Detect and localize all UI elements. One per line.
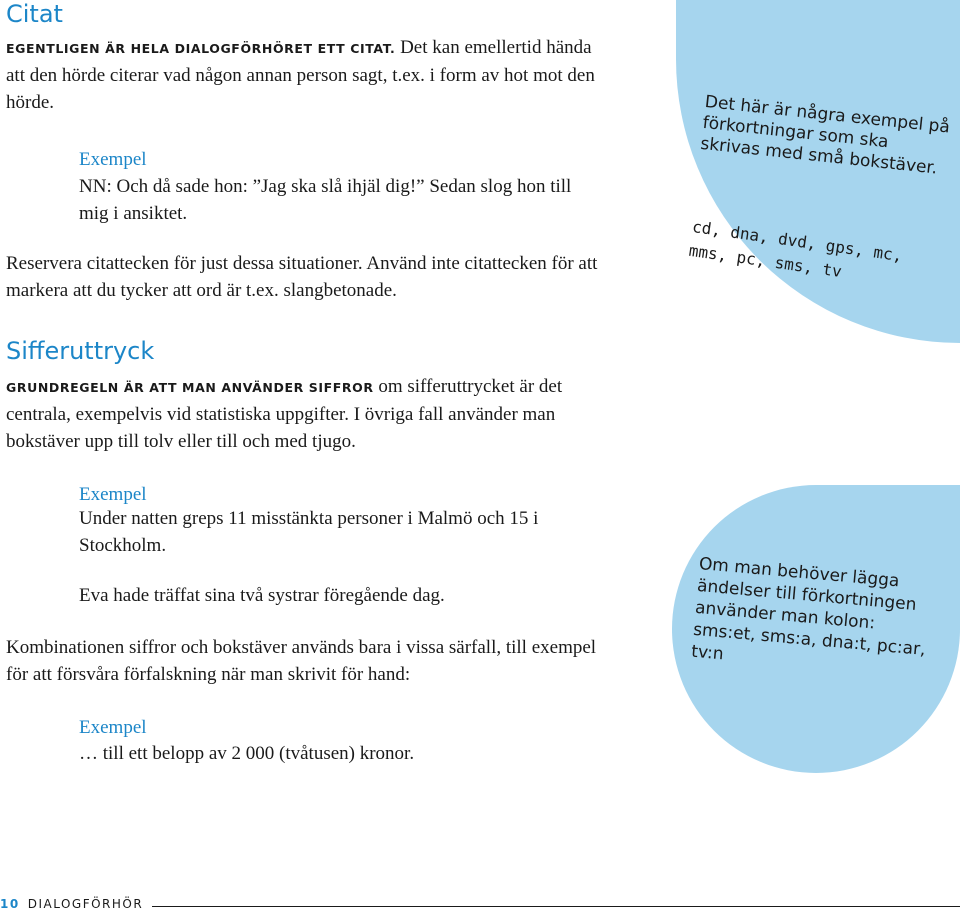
bubble-colon-text: Om man behöver lägga ändelser till förkortningen använder man kolon: sms:et, sms:a, dna:t, pc:ar, tv:n: [690, 553, 927, 665]
siffer-example2-text: … till ett belopp av 2 000 (tvåtusen) kronor.: [79, 743, 415, 764]
page-footer: [0, 897, 143, 911]
citat-lead: EGENTLIGEN ÄR HELA DIALOGFÖRHÖRET ETT CITAT.: [6, 41, 396, 56]
citat-example-label: Exempel: [79, 149, 147, 170]
citat-paragraph-2: Reservera citattecken för just dessa situationer. Använd inte citattecken för att markera att du tycker att ord är t.ex. slangbetonade.: [6, 253, 598, 301]
citat-text: Det kan emellertid hända att den hörde citerar vad någon annan person sagt, t.ex. i form av hot mot den hörde.: [6, 37, 595, 113]
siffer-lead: GRUNDREGELN ÄR ATT MAN ANVÄNDER SIFFROR: [6, 380, 374, 395]
siffer-example1-text: Under natten greps 11 misstänkta personer i Malmö och 15 i Stockholm.: [79, 508, 539, 556]
citat-example-text: NN: Och då sade hon: ”Jag ska slå ihjäl dig!” Sedan slog hon till mig i ansiktet.: [79, 176, 572, 224]
siffer-example1-label: Exempel: [79, 484, 147, 505]
bubble-abbreviations-list: cd, dna, dvd, gps, mc, mms, pc, sms, tv: [687, 216, 904, 282]
siffer-intro-paragraph: [6, 373, 616, 455]
siffer-text: om sifferuttrycket är det centrala, exempelvis vid statistiska uppgifter. I övriga fall använder man bokstäver upp till tolv eller till och med tjugo.: [6, 376, 563, 452]
siffer-paragraph-2: Kombinationen siffror och bokstäver används bara i vissa särfall, till exempel för att försvåra förfalskning när man skrivit för hand:: [6, 637, 597, 685]
siffer-example2-label: Exempel: [79, 717, 147, 738]
footer-rule: [152, 906, 960, 907]
bubble-abbreviations-text: Det här är några exempel på förkortningar som ska skrivas med små bokstäver.: [699, 92, 951, 179]
footer-section-name: DIALOGFÖRHÖR: [27, 897, 144, 911]
siffer-example1-text2: Eva hade träffat sina två systrar föregående dag.: [79, 585, 445, 606]
section-heading-sifferuttryck: Sifferuttryck: [6, 337, 155, 365]
section-heading-citat: Citat: [6, 0, 63, 28]
citat-intro-paragraph: [6, 34, 606, 116]
page-number: 10: [0, 897, 20, 911]
